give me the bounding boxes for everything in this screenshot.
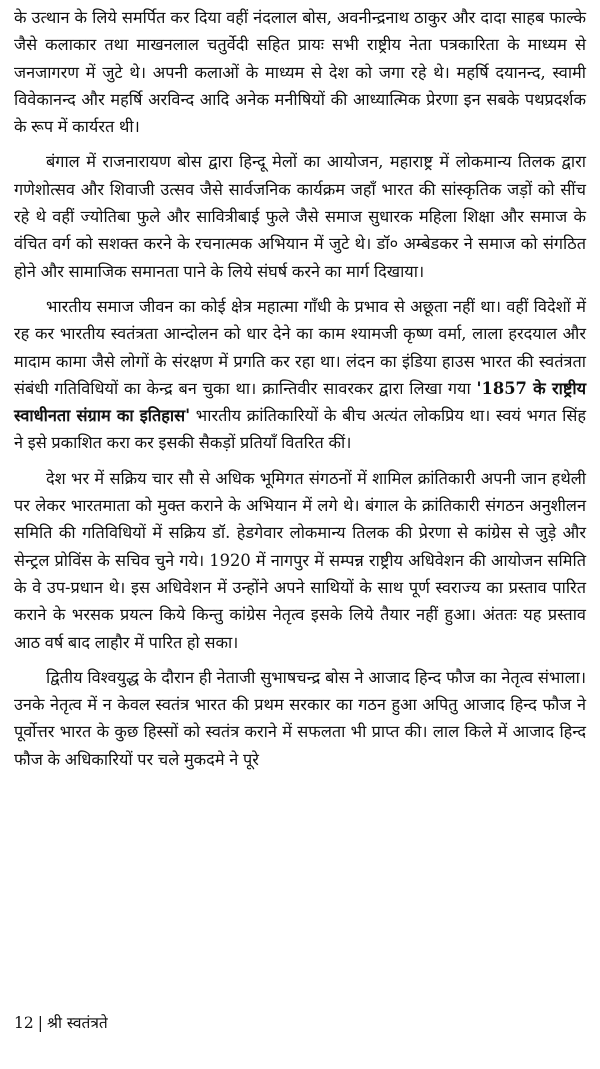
- page-number: 12: [14, 1014, 34, 1032]
- running-book-title: श्री स्वतंत्रते: [46, 1014, 108, 1032]
- footer-separator: |: [37, 1014, 43, 1032]
- paragraph-text-after-title: भारतीय क्रांतिकारियों के बीच अत्यंत लोकप्रिय था। स्वयं भगत सिंह ने इसे प्रकाशित करा कर इसकी सैकड़ों प्रतियाँ वितरित कीं।: [14, 406, 586, 453]
- paragraph-text-before-title: भारतीय समाज जीवन का कोई क्षेत्र महात्मा गाँधी के प्रभाव से अछूता नहीं था। वहीं विदेशों में रह कर भारतीय स्वतंत्रता आन्दोलन को धार देने का काम श्यामजी कृष्ण वर्मा, लाला हरदयाल और मादाम कामा जैसे लोगों के संरक्षण में प्रगति कर रहा था। लंदन का इंडिया हाउस भारत की स्वतंत्रता संबंधी गतिविधियों का केन्द्र बन चुका था। क्रान्तिवीर सावरकर द्वारा लिखा गया: [14, 296, 586, 398]
- page-footer: [14, 1012, 108, 1034]
- paragraph-gandhi-india-house: [14, 293, 586, 457]
- paragraph-revolutionaries-hedgewar: देश भर में सक्रिय चार सौ से अधिक भूमिगत संगठनों में शामिल क्रांतिकारी अपनी जान हथेली पर लेकर भारतमाता को मुक्त कराने के अभियान में लगे थे। बंगाल के क्रांतिकारी संगठन अनुशीलन समिति की गतिविधियों में सक्रिय डॉ. हेडगेवार लोकमान्य तिलक की प्रेरणा से कांग्रेस से जुड़े और सेन्ट्रल प्रोविंस के सचिव चुने गये। 1920 में नागपुर में सम्पन्न राष्ट्रीय अधिवेशन की आयोजन समिति के वे उप-प्रधान थे। इस अधिवेशन में उन्होंने अपने साथियों के साथ पूर्ण स्वराज्य का प्रस्ताव पारित कराने के भरसक प्रयत्न किये किन्तु कांग्रेस नेतृत्व इसके लिये तैयार नहीं हुआ। अंततः यह प्रस्ताव आठ वर्ष बाद लाहौर में पारित हो सका।: [14, 468, 586, 652]
- paragraph-bengal-maharashtra: बंगाल में राजनारायण बोस द्वारा हिन्दू मेलों का आयोजन, महाराष्ट्र में लोकमान्य तिलक द्वारा गणेशोत्सव और शिवाजी उत्सव जैसे सार्वजनिक कार्यक्रम जहाँ भारत की सांस्कृतिक जड़ों को सींच रहे थे वहीं ज्योतिबा फुले और सावित्रीबाई फुले जैसे समाज सुधारक महिला शिक्षा और समाज के वंचित वर्ग को सशक्त करने के रचनात्मक अभियान में जुटे थे। डॉ० अम्बेडकर ने समाज को संगठित होने और सामाजिक समानता पाने के लिये संघर्ष करने का मार्ग दिखाया।: [14, 152, 586, 281]
- page-body: [14, 4, 586, 781]
- paragraph-netaji-ina: द्वितीय विश्वयुद्ध के दौरान ही नेताजी सुभाषचन्द्र बोस ने आजाद हिन्द फौज का नेतृत्व संभाला। उनके नेतृत्व में न केवल स्वतंत्र भारत की प्रथम सरकार का गठन हुआ अपितु आजाद हिन्द फौज ने पूर्वोत्तर भारत के कुछ हिस्सों को स्वतंत्र कराने में सफलता भी प्राप्त की। लाल किले में आजाद हिन्द फौज के अधिकारियों पर चले मुकदमे ने पूरे: [14, 667, 586, 769]
- paragraph-intro: के उत्थान के लिये समर्पित कर दिया वहीं नंदलाल बोस, अवनीन्द्रनाथ ठाकुर और दादा साहब फाल्के जैसे कलाकार तथा माखनलाल चतुर्वेदी सहित प्रायः सभी राष्ट्रीय नेता पत्रकारिता के माध्यम से जनजागरण में जुटे थे। अपनी कलाओं के माध्यम से देश को जगा रहे थे। महर्षि दयानन्द, स्वामी विवेकानन्द और महर्षि अरविन्द आदि अनेक मनीषियों की आध्यात्मिक प्रेरणा इन सबके पथप्रदर्शक के रूप में कार्यरत थी।: [14, 8, 586, 137]
- book-title-1857: '1857 के राष्ट्रीय स्वाधीनता संग्राम का इतिहास': [14, 378, 587, 426]
